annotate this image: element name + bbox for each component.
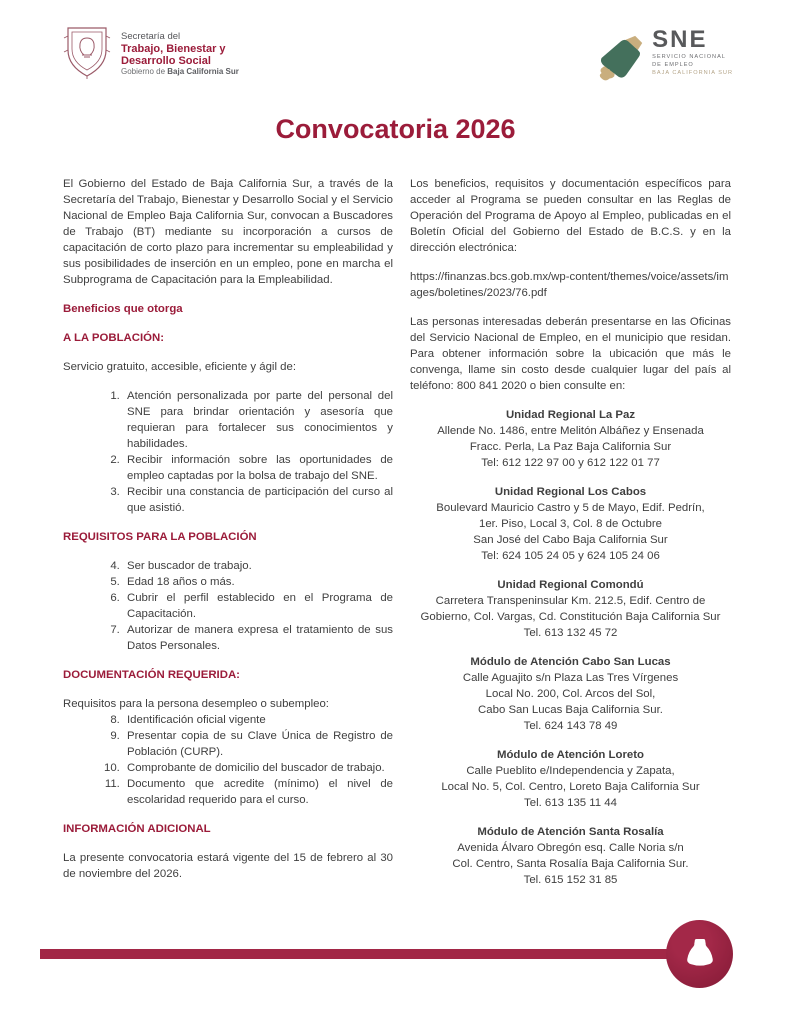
office-phone-line: Tel: 624 105 24 05 y 624 105 24 06 [481,550,660,562]
office-phone-line: Tel. 613 132 45 72 [523,627,618,639]
office-name: Unidad Regional La Paz [505,409,636,421]
validity-paragraph: La presente convocatoria estará vigente del 15 de febrero al 30 de noviembre del 2026. [63,852,393,880]
office-address-line: Col. Centro, Santa Rosalía Baja California Sur. [452,858,689,870]
list-item: 1. Atención personalizada por parte del personal del SNE para brindar orientación y asesoría que requieran para fortalecer sus conocimientos y habilidades. [123,388,393,452]
office-address-line: 1er. Piso, Local 3, Col. 8 de Octubre [479,518,662,530]
requirements-list [63,558,393,654]
content-columns [63,176,731,901]
sne-subtitle-1: SERVICIO NACIONAL [652,53,726,60]
office-phone-line: Tel. 624 143 78 49 [523,720,618,732]
office-address-line: Boulevard Mauricio Castro y 5 de Mayo, Edif. Pedrín, [436,502,705,514]
list-item: 8. Identificación oficial vigente [123,712,393,728]
office-block-santa-rosalia [410,824,731,888]
list-item: 9. Presentar copia de su Clave Única de Registro de Población (CURP). [123,728,393,760]
sne-handshake-icon [598,28,644,89]
office-address-line: Fracc. Perla, La Paz Baja California Sur [469,441,672,453]
list-item: 6. Cubrir el perfil establecido en el Programa de Capacitación. [123,590,393,622]
office-name: Módulo de Atención Santa Rosalía [477,826,664,838]
office-block-comondu [410,577,731,641]
population-heading: A LA POBLACIÓN: [63,332,165,344]
office-name: Módulo de Atención Cabo San Lucas [470,656,671,668]
office-name: Unidad Regional Comondú [497,579,644,591]
office-address-line: Allende No. 1486, entre Melitón Albáñez y Ensenada [437,425,704,437]
office-address-line: Local No. 5, Col. Centro, Loreto Baja California Sur [441,781,700,793]
office-phone-line: Tel. 613 135 11 44 [524,797,617,809]
office-block-cabo-san-lucas [410,654,731,734]
office-address-line: Cabo San Lucas Baja California Sur. [478,704,663,716]
footer-divider-bar [40,949,672,959]
rules-paragraph: Los beneficios, requisitos y documentación específicos para acceder al Programa se pueden consultar en las Reglas de Operación del Programa de Apoyo al Empleo, publicadas en el Boletín Oficial del Gobierno del Estado de B.C.S. y en la dirección electrónica: [410,178,731,254]
office-address-line: Carretera Transpeninsular Km. 212.5, Edif. Centro de [435,595,706,607]
documentation-heading: DOCUMENTACIÓN REQUERIDA: [63,669,240,681]
office-phone-line: Tel. 615 152 31 85 [523,874,618,886]
list-item: 3. Recibir una constancia de participación del curso al que asistió. [123,484,393,516]
agency-logo-text [121,32,239,77]
list-item: 5. Edad 18 años o más. [123,574,393,590]
service-line: Servicio gratuito, accesible, eficiente y ágil de: [63,361,296,373]
office-block-loreto [410,747,731,811]
list-item: 2. Recibir información sobre las oportunidades de empleo captadas por la bolsa de trabajo del SNE. [123,452,393,484]
bell-emblem-icon [666,920,733,988]
office-address-line: Calle Aguajito s/n Plaza Las Tres Vírgenes [462,672,679,684]
additional-info-heading: INFORMACIÓN ADICIONAL [63,823,211,835]
sne-subtitle-3: BAJA CALIFORNIA SUR [652,69,733,76]
office-name: Módulo de Atención Loreto [496,749,644,761]
office-block-la-paz [410,407,731,471]
agency-line3: Desarrollo Social [121,54,211,67]
requirements-heading: REQUISITOS PARA LA POBLACIÓN [63,531,257,543]
benefits-list [63,388,393,516]
documentation-intro: Requisitos para la persona desempleo o subempleo: [63,698,329,710]
sne-subtitle-2: DE EMPLEO [652,61,694,68]
office-phone-line: Tel: 612 122 97 00 y 612 122 01 77 [481,457,660,469]
office-name: Unidad Regional Los Cabos [494,486,647,498]
intro-paragraph: El Gobierno del Estado de Baja California Sur, a través de la Secretaría del Trabajo, Bienestar y Desarrollo Social y el Servicio Nacional de Empleo Baja California Sur, convocan a Buscadores de Trabajo (BT) mediante su incorporación a cursos de capacitación de corto plazo para incrementar su empleabilidad y sus posibilidades de inserción en un empleo, pone en marcha el Subprograma de Capacitación para la Empleabilidad. [63,178,393,286]
agency-line4: Gobierno de Baja California Sur [121,67,239,77]
offices-paragraph: Las personas interesadas deberán presentarse en las Oficinas del Servicio Nacional de Empleo, en el municipio que residan. Para obtener información sobre la ubicación que más le convenga, llame sin costo desde cualquier lugar del país al teléfono: 800 841 2020 o bien consulte en: [410,316,731,392]
list-item: 7. Autorizar de manera expresa el tratamiento de sus Datos Personales. [123,622,393,654]
list-item: 4. Ser buscador de trabajo. [123,558,393,574]
agency-logo [62,24,239,85]
office-address-line: Calle Pueblito e/Independencia y Zapata, [466,765,675,777]
office-address-line: Gobierno, Col. Vargas, Cd. Constitución Baja California Sur [420,611,721,623]
office-block-los-cabos [410,484,731,564]
agency-line1: Secretaría del [121,30,181,42]
list-item: 10. Comprobante de domicilio del buscador de trabajo. [123,760,393,776]
office-address-line: San José del Cabo Baja California Sur [473,534,668,546]
agency-line2: Trabajo, Bienestar y [121,42,226,55]
left-column [63,176,393,901]
documentation-list [63,712,393,808]
sne-logo [598,28,733,89]
page-title: Convocatoria 2026 [275,114,516,144]
bcs-coat-of-arms-icon [62,24,112,85]
list-item: 11. Documento que acredite (mínimo) el nivel de escolaridad requerido para el curso. [123,776,393,808]
sne-logo-text [652,28,733,76]
office-address-line: Avenida Álvaro Obregón esq. Calle Noria s/n [457,842,684,854]
office-address-line: Local No. 200, Col. Arcos del Sol, [485,688,656,700]
right-column [410,176,731,901]
benefits-heading: Beneficios que otorga [63,303,183,315]
sne-acronym: SNE [652,26,708,53]
boletin-url-link[interactable]: https://finanzas.bcs.gob.mx/wp-content/themes/voice/assets/images/boletines/2023/76.pdf [410,271,729,299]
